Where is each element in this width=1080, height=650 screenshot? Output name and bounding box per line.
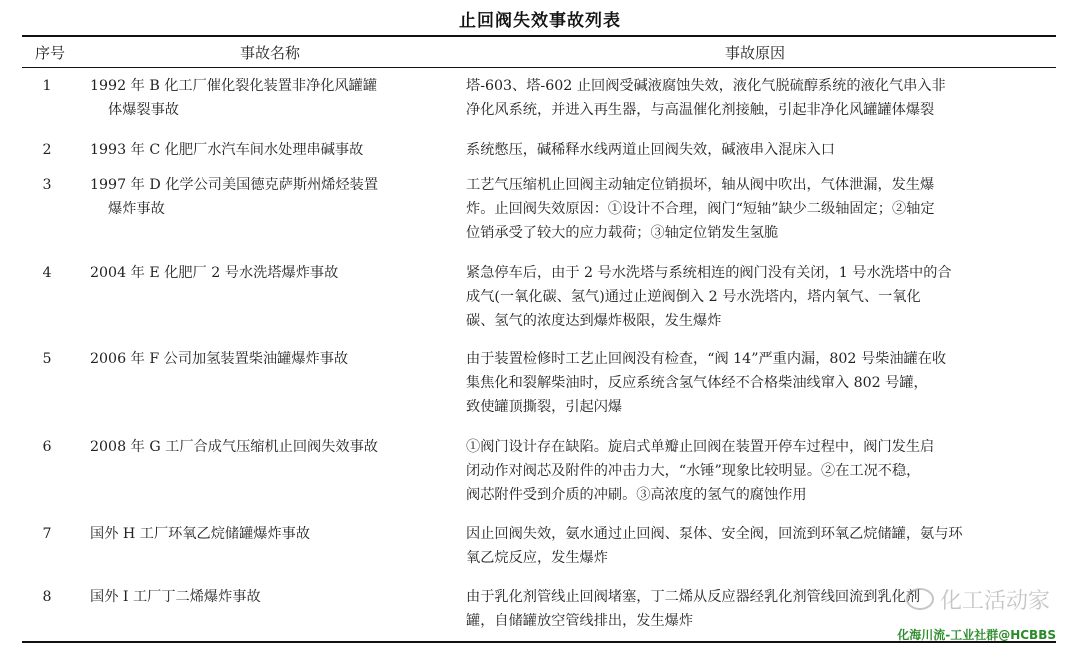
row-number: 4: [42, 265, 52, 281]
accident-cause: 由于装置检修时工艺止回阀没有检查，“阀 14”严重内漏，802 号柴油罐在收 集焦化和裂解柴油时，反应系统含氢气体经不合格柴油线窜入 802 号罐， 致使罐顶撕裂，引起闪爆: [466, 351, 947, 415]
row-number: 1: [42, 78, 52, 94]
accident-name: 1997 年 D 化学公司美国德克萨斯州烯烃装置 爆炸事故: [90, 177, 379, 217]
watermark: 化工活动家: [906, 584, 1050, 615]
accident-name: 1992 年 B 化工厂催化裂化装置非净化风罐罐 体爆裂事故: [90, 78, 378, 118]
row-number: 2: [42, 142, 52, 158]
accident-name: 国外 I 工厂丁二烯爆炸事故: [90, 589, 261, 605]
row-number: 3: [42, 177, 52, 193]
top-rule: [22, 35, 1056, 37]
accident-name: 2008 年 G 工厂合成气压缩机止回阀失效事故: [90, 439, 378, 455]
row-number: 7: [42, 526, 52, 542]
accident-cause: 紧急停车后，由于 2 号水洗塔与系统相连的阀门没有关闭，1 号水洗塔中的合 成气(一氧化碳、氢气)通过止逆阀倒入 2 号水洗塔内，塔内氧气、一氧化 碳、氢气的浓度达到爆炸极限，发生爆炸: [466, 265, 952, 329]
accident-name: 1993 年 C 化肥厂水汽车间水处理串碱事故: [90, 142, 364, 158]
accident-name: 2004 年 E 化肥厂 2 号水洗塔爆炸事故: [90, 265, 339, 281]
table-title: 止回阀失效事故列表: [459, 11, 621, 31]
header-name: 事故名称: [239, 44, 300, 62]
row-number: 5: [42, 351, 52, 367]
accident-name: 国外 H 工厂环氧乙烷储罐爆炸事故: [90, 526, 311, 542]
accident-cause: 塔-603、塔-602 止回阀受碱液腐蚀失效，液化气脱硫醇系统的液化气串入非 净化风系统，并进入再生器，与高温催化剂接触，引起非净化风罐罐体爆裂: [466, 78, 946, 118]
header-no: 序号: [34, 44, 65, 62]
row-number: 8: [42, 589, 52, 605]
header-cause: 事故原因: [724, 44, 785, 62]
wechat-icon: [906, 588, 934, 610]
row-number: 6: [42, 439, 52, 455]
accident-cause: 工艺气压缩机止回阀主动轴定位销损坏，轴从阀中吹出，气体泄漏，发生爆 炸。止回阀失效原因：①设计不合理，阀门“短轴”缺少二级轴固定；②轴定 位销承受了较大的应力载荷；③轴定位销发生氢脆: [466, 177, 935, 241]
header-rule: [22, 67, 1056, 68]
accident-cause: 由于乳化剂管线止回阀堵塞，丁二烯从反应器经乳化剂管线回流到乳化剂 罐，自储罐放空管线排出，发生爆炸: [466, 589, 921, 629]
accident-cause: 因止回阀失效，氨水通过止回阀、泵体、安全阀，回流到环氧乙烷储罐，氨与环 氧乙烷反应，发生爆炸: [466, 526, 963, 566]
source-credit: 化海川流-工业社群@HCBBS: [897, 628, 1056, 642]
accident-name: 2006 年 F 公司加氢装置柴油罐爆炸事故: [90, 351, 349, 367]
accident-cause: ①阀门设计存在缺陷。旋启式单瓣止回阀在装置开停车过程中，阀门发生启 闭动作对阀芯及附件的冲击力大，“水锤”现象比较明显。②在工况不稳， 阀芯附件受到介质的冲刷。③高浓度的氢气的腐蚀作用: [466, 439, 935, 503]
accident-cause: 系统憋压，碱稀释水线两道止回阀失效，碱液串入混床入口: [466, 142, 835, 158]
